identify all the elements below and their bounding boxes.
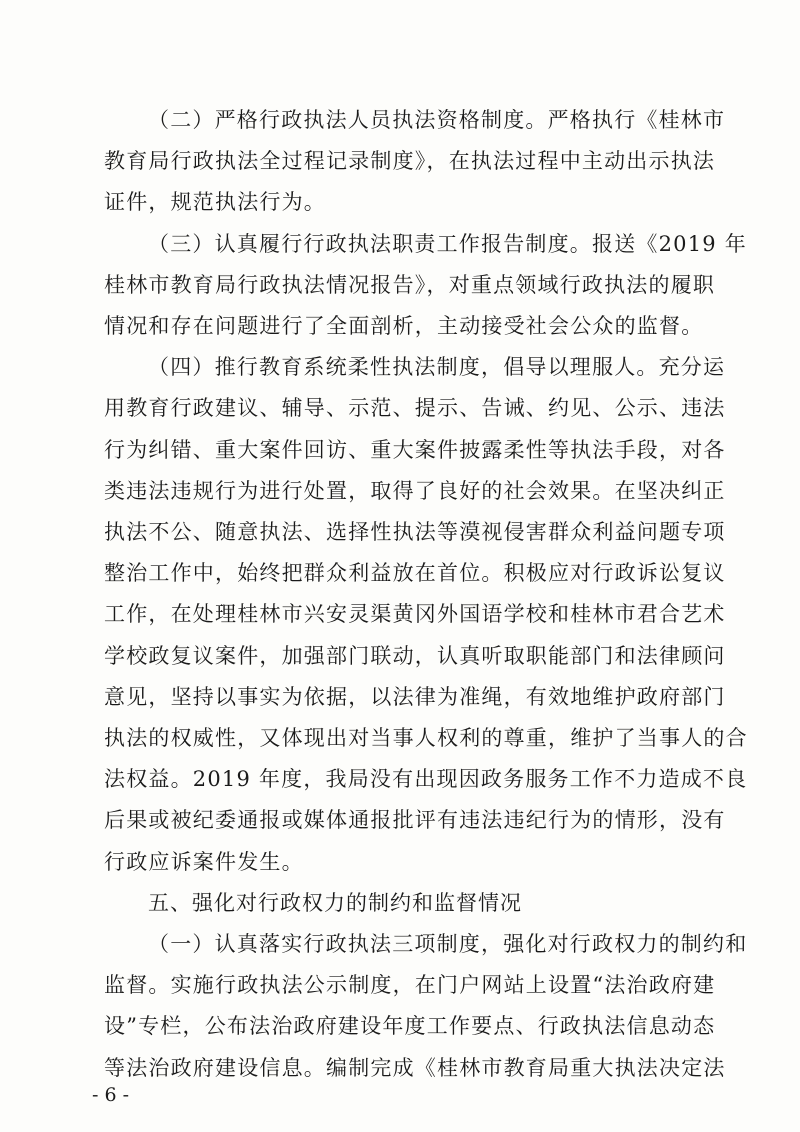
paragraph-4-line-2: 用教育行政建议、辅导、示范、提示、告诫、约见、公示、违法 xyxy=(104,396,726,420)
paragraph-2-line-1: （二）严格行政执法人员执法资格制度。严格执行《桂林市 xyxy=(148,108,726,132)
paragraph-4-line-12: 后果或被纪委通报或媒体通报批评有违法违纪行为的情形，没有 xyxy=(104,808,726,832)
paragraph-4-line-13: 行政应诉案件发生。 xyxy=(104,850,304,874)
section-heading: 五、强化对行政权力的制约和监督情况 xyxy=(148,891,522,915)
paragraph-4-line-11: 法权益。2019 年度，我局没有出现因政务服务工作不力造成不良 xyxy=(104,767,748,791)
paragraph-4-line-8: 学校政复议案件，加强部门联动，认真听取职能部门和法律顾问 xyxy=(104,644,726,668)
paragraph-3-line-1: （三）认真履行行政执法职责工作报告制度。报送《2019 年 xyxy=(148,232,747,256)
paragraph-3-line-2: 桂林市教育局行政执法情况报告》，对重点领域行政执法的履职 xyxy=(104,273,716,297)
paragraph-4-line-10: 执法的权威性，又体现出对当事人权利的尊重，维护了当事人的合 xyxy=(104,726,748,750)
paragraph-4-line-9: 意见，坚持以事实为依据，以法律为准绳，有效地维护政府部门 xyxy=(104,685,726,709)
paragraph-4-line-7: 工作，在处理桂林市兴安灵渠黄冈外国语学校和桂林市君合艺术 xyxy=(104,602,726,626)
page-number: - 6 - xyxy=(92,1084,130,1106)
paragraph-4-line-6: 整治工作中，始终把群众利益放在首位。积极应对行政诉讼复议 xyxy=(104,561,726,585)
paragraph-2-line-2: 教育局行政执法全过程记录制度》，在执法过程中主动出示执法 xyxy=(104,149,716,173)
paragraph-5-line-4: 等法治政府建设信息。编制完成《桂林市教育局重大执法决定法 xyxy=(104,1056,726,1080)
paragraph-5-line-3: 设”专栏，公布法治政府建设年度工作要点、行政执法信息动态 xyxy=(104,1014,716,1038)
paragraph-5-line-2: 监督。实施行政执法公示制度，在门户网站上设置“法治政府建 xyxy=(104,973,716,997)
paragraph-2-line-3: 证件，规范执法行为。 xyxy=(104,190,326,214)
paragraph-4-line-1: （四）推行教育系统柔性执法制度，倡导以理服人。充分运 xyxy=(148,355,726,379)
paragraph-5-line-1: （一）认真落实行政执法三项制度，强化对行政权力的制约和 xyxy=(148,932,748,956)
paragraph-3-line-3: 情况和存在问题进行了全面剖析，主动接受社会公众的监督。 xyxy=(104,314,704,338)
paragraph-4-line-5: 执法不公、随意执法、选择性执法等漠视侵害群众利益问题专项 xyxy=(104,520,726,544)
paragraph-4-line-3: 行为纠错、重大案件回访、重大案件披露柔性等执法手段，对各 xyxy=(104,438,726,462)
paragraph-4-line-4: 类违法违规行为进行处置，取得了良好的社会效果。在坚决纠正 xyxy=(104,479,726,503)
